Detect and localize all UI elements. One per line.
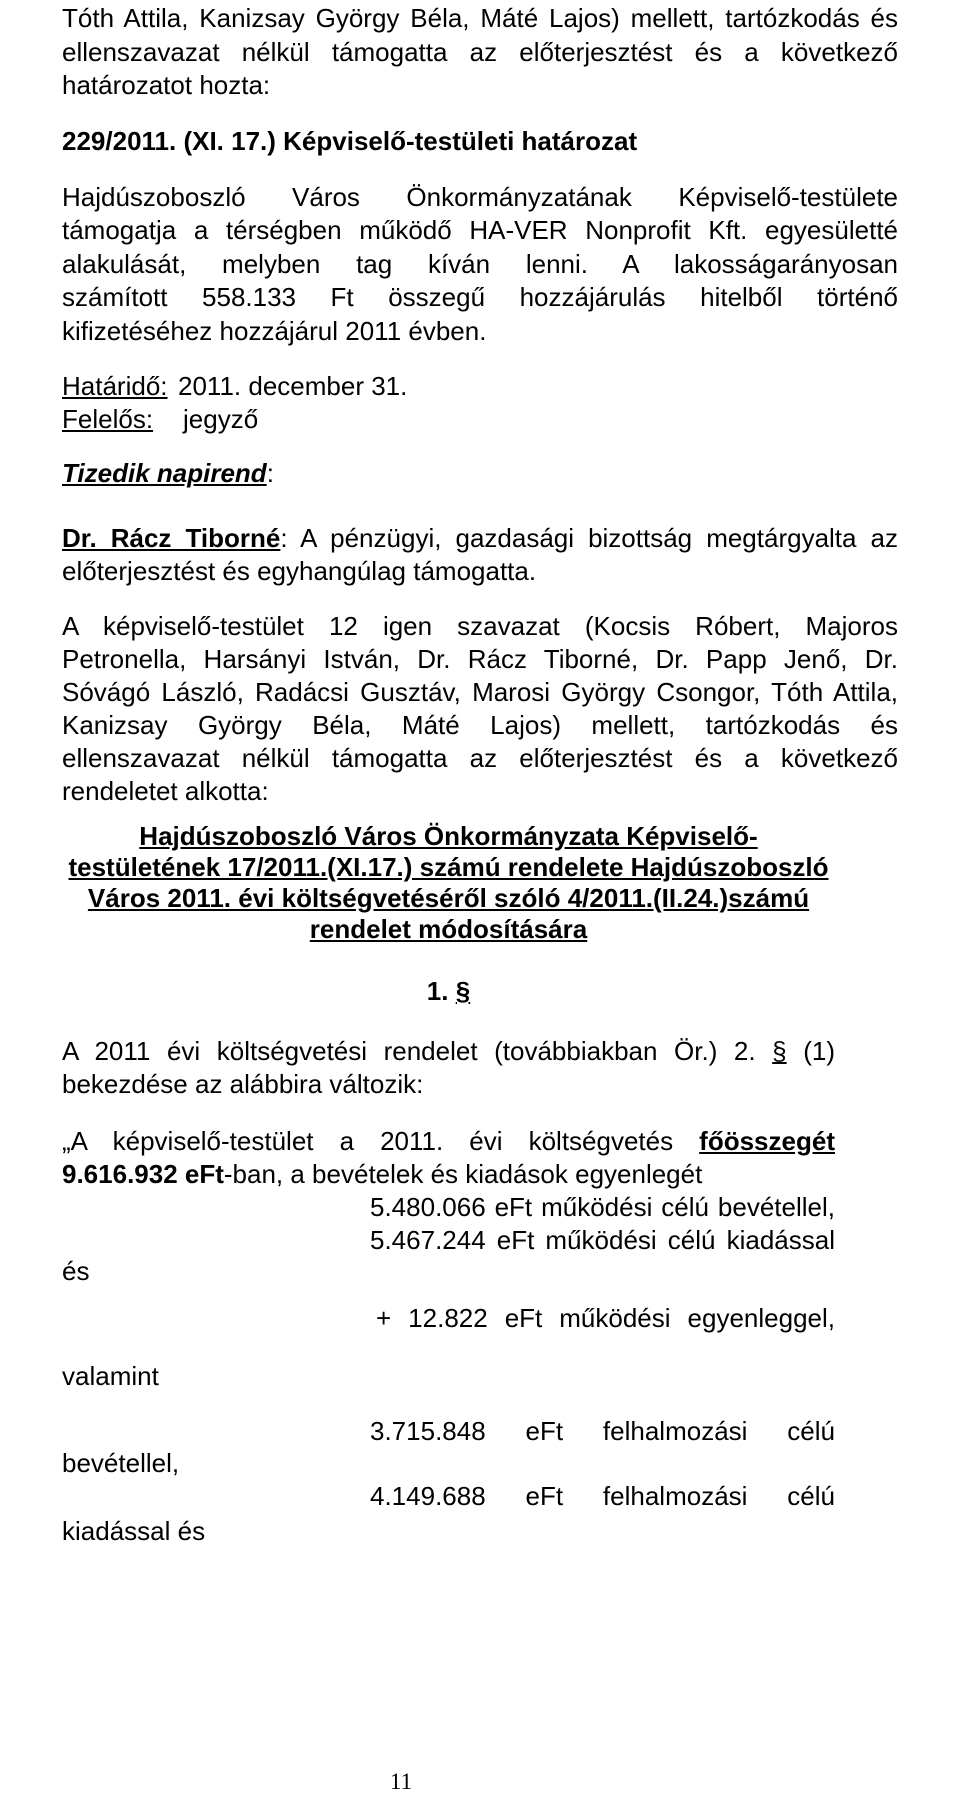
vote-line: A képviselő-testület 12 igen szavazat (Kocsis Róbert, Majoros [62,611,898,641]
committee-report-line [62,521,898,555]
decree-title-line: rendelet módosítására [309,914,588,944]
amendment-line [62,1034,835,1068]
vote-line: Sóvágó László, Radácsi Gusztáv, Marosi György Csongor, Tóth Attila, [62,677,898,707]
budget-intro-line [62,1124,835,1158]
amendment-line: bekezdése az alábbira változik: [62,1069,424,1099]
responsible-value: jegyző [183,404,259,434]
deadline-value: 2011. december 31. [178,371,408,401]
decree-title-line: testületének 17/2011.(XI.17.) számú rendelete Hajdúszoboszló [68,852,829,882]
section-symbol: § [455,976,471,1006]
deadline-label: Határidő: [62,371,168,401]
budget-intro-text: „A képviselő-testület a 2011. évi költségvetés [62,1126,674,1156]
committee-report-text: : A pénzügyi, gazdasági bizottság megtárgyalta az [280,523,898,553]
vote-line: Petronella, Harsányi István, Dr. Rácz Tiborné, Dr. Papp Jenő, Dr. [62,644,898,674]
operating-balance-line: + 12.822 eFt működési egyenleggel, [376,1303,835,1333]
page-number: 11 [389,1769,413,1794]
amendment-text: A 2011 évi költségvetési rendelet (továbbiakban Ör.) 2. [62,1036,756,1066]
resolution-body-line: Hajdúszoboszló Város Önkormányzatának Képviselő-testülete [62,182,898,212]
operating-expenditure-line: 5.467.244 eFt működési célú kiadással [370,1225,835,1255]
vote-line: ellenszavazat nélkül támogatta az előterjesztést és a következő [62,743,898,773]
resolution-body-line: alakulását, melyben tag kíván lenni. A lakosságarányosan [62,249,898,279]
capital-revenue-tail: bevétellel, [62,1448,180,1478]
intro-line: határozatot hozta: [62,70,271,100]
capital-expenditure-tail: kiadással és [62,1516,206,1546]
budget-total-rest: -ban, a bevételek és kiadások egyenlegét [223,1159,703,1189]
resolution-body-line: kifizetéséhez hozzájárul 2011 évben. [62,316,487,346]
section-heading [62,974,835,1008]
operating-revenue-line: 5.480.066 eFt működési célú bevétellel, [370,1192,835,1222]
budget-total-amount: 9.616.932 eFt [62,1159,224,1189]
paragraph-reference: (1) [803,1036,835,1066]
agenda-heading-colon: : [266,458,274,488]
budget-connector: és [62,1256,90,1286]
resolution-title: 229/2011. (XI. 17.) Képviselő-testületi határozat [62,126,638,156]
capital-revenue-line: 3.715.848 eFt felhalmozási célú [370,1416,835,1446]
responsible-label: Felelős: [62,404,154,434]
resolution-body-line: számított 558.133 Ft összegű hozzájárulás hitelből történő [62,282,898,312]
capital-expenditure-line: 4.149.688 eFt felhalmozási célú [370,1481,835,1511]
budget-total-label: főösszegét [699,1126,835,1156]
vote-line: Kanizsay György Béla, Máté Lajos) mellett, tartózkodás és [62,710,898,740]
decree-title-line: Hajdúszoboszló Város Önkormányzata Képviselő- [139,821,758,851]
speaker-name: Dr. Rácz Tiborné [62,523,281,553]
budget-total-line [62,1157,702,1191]
paragraph-symbol: § [772,1036,787,1066]
resolution-body-line: támogatja a térségben működő HA-VER Nonprofit Kft. egyesületté [62,215,898,245]
section-number: 1. [426,976,449,1006]
decree-title-line: Város 2011. évi költségvetéséről szóló 4/2011.(II.24.)számú [87,883,810,913]
intro-line: ellenszavazat nélkül támogatta az előterjesztést és a következő [62,37,898,67]
agenda-heading-text: Tizedik napirend [62,458,267,488]
agenda-heading [62,456,274,490]
budget-connector: valamint [62,1361,159,1391]
intro-line: Tóth Attila, Kanizsay György Béla, Máté Lajos) mellett, tartózkodás és [62,3,898,33]
committee-report-line: előterjesztést és egyhangúlag támogatta. [62,556,537,586]
vote-line: rendeletet alkotta: [62,776,269,806]
